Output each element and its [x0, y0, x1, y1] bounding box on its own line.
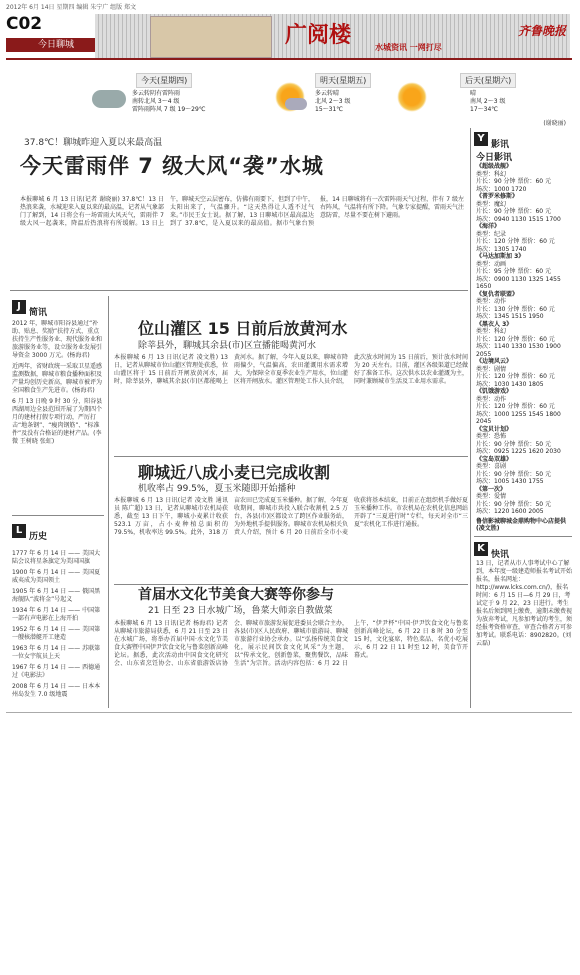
weather-line: 17～34℃ [470, 106, 499, 113]
movie-item [476, 253, 572, 291]
weather-line: 北风 2～3 级 [315, 98, 351, 105]
article2-headline: 位山灌区 15 日前后放黄河水 [138, 319, 348, 338]
movie-name: 《饥饿游戏》 [476, 388, 513, 395]
movie-line: 类型：纪录 [476, 230, 507, 238]
movie-line: 场次：0940 1130 1515 1700 [476, 215, 561, 223]
movie-line: 场次：1345 1515 1950 [476, 313, 544, 320]
history-item: 1777 年 6 月 14 日 —— 美国大陆会议将星条旗定为美国国旗 [12, 550, 101, 565]
history-item: 1963 年 6 月 14 日 —— 苏联第一位女宇航员上天 [12, 645, 101, 660]
movie-line: 场次：0925 1225 1620 2030 [476, 448, 561, 455]
weather-day-title: 后天(星期六) [460, 73, 516, 88]
history-item: 1934 年 6 月 14 日 —— 中国第一部有声电影在上海开拍 [12, 607, 101, 622]
history-item: 1900 年 6 月 14 日 —— 美国夏威夷成为美国领土 [12, 569, 101, 584]
divider [10, 290, 468, 291]
weather-line: 晴 [470, 90, 477, 97]
weather-tomorrow [275, 68, 435, 128]
movies-title: 今日影讯 [476, 153, 513, 163]
masthead-title: 广阅楼 [285, 22, 352, 48]
page-number: C02 [6, 14, 43, 34]
movies-footer: 鲁信影城聊城金鼎购物中心店提供 (凌文胜) [476, 517, 567, 532]
brief-header [12, 300, 48, 318]
movie-line: 片长：120 分钟 票价：60 元 [476, 238, 555, 245]
movie-line: 片长：120 分钟 票价：60 元 [476, 373, 555, 380]
article4-body: 本报聊城 6 月 13 日讯(记者 杨海君) 记者从聊城市旅游局获悉，6 月 21 日至 23 日在水城广场，将举办首届中国·水文化节美食大赛暨中国伊尹饮食文化与鲁菜创新高峰论坛。据悉，此次活动由中国食文化研究会、山东省烹饪协会、山东省旅游饭店协会、聊城市旅游发展促进委员会联合主办，各县(市)区人民政府、聊城市旅游局、聊城市旅游行业协会承办。以“弘扬传统美食文化，展示民间饮食文化风采”为主题，以“传承文化，创新鲁菜，聚焦餐饮，品味生活”为宗旨。活动内容包括：6 月 22 日上午，“伊尹杯”中国·伊尹饮食文化与鲁菜创新高峰论坛，6 月 22 日 8 时 30 分至 15 时，文化宴席，特色菜品、名优小吃展示，6 月 22 日 11 时至 12 时，美食节开幕式。 [114, 620, 468, 667]
article4-headline: 首届水文化节美食大赛等你参与 [138, 587, 334, 603]
movie-line: 类型：动作 [476, 298, 507, 305]
movie-line: 类型：恐怖 [476, 433, 507, 440]
weather-day-after [430, 68, 570, 128]
weather-day-title: 今天(星期四) [136, 73, 192, 88]
movie-item [476, 426, 572, 456]
article3-body: 本报聊城 6 月 13 日讯(记者 凌文胜 通讯员 陈广超) 13 日，记者从聊城市农机局获悉，截至 13 日下午，聊城小麦累计收获 523.1 万亩，占小麦种植总面积的 79.5%，机收率达 99.5%。此外，318 万亩农田已完成夏玉米播种。据了解，今年夏收期间，聊城市共投入联合收割机 2.5 万台，各县(市)区都设立了跨区作业服务站，为外地机手提供服务。聊城市农机局相关负责人介绍，预计 6 月 20 日前后全市小麦收获将基本结束，目前正在组织机手做好夏玉米播种工作。市农机局在农机化信息网站开辟了“三夏进行时”专栏，每天对全市“三夏”农机化工作进行通报。 [114, 497, 469, 536]
movie-line: 场次：1000 1255 1545 1800 2045 [476, 410, 561, 425]
movie-line: 片长：120 分钟 票价：60 元 [476, 335, 555, 343]
column-divider [470, 128, 471, 708]
page-bottom-rule [6, 712, 572, 713]
gate-tower-illustration [150, 16, 272, 58]
history-item: 1967 年 6 月 14 日 —— 西德通过《电影法》 [12, 664, 101, 679]
history-header [12, 524, 48, 542]
page-meta: 2012年 6月 14日 星期四 编辑 朱宁广 组版 郑文 [6, 4, 137, 11]
movie-line: 类型：魔幻 [476, 200, 507, 208]
quick-header [474, 542, 510, 560]
movie-item [476, 291, 572, 321]
brief-list [12, 320, 104, 480]
weather-line: 南转北风 3～4 级 [132, 98, 180, 105]
section-tab: 今日聊城 [6, 38, 106, 52]
brief-label: 简讯 [29, 308, 48, 318]
weather-line: 多云转阴有雷阵雨 [132, 90, 181, 97]
weather-today [100, 68, 260, 128]
movie-line: 场次：1220 1600 2005 [476, 508, 544, 515]
weather-line: 多云转晴 [315, 90, 340, 97]
movie-item [476, 456, 572, 486]
movie-line: 片长：90 分钟 票价：60 元 [476, 178, 551, 185]
masthead [95, 14, 570, 58]
weather-credit: (谢晓丽) [543, 120, 566, 127]
lead-kicker: 37.8℃！聊城昨迎入夏以来最高温 [24, 138, 163, 148]
movies-header [474, 132, 510, 150]
movie-name: 《边境风云》 [476, 358, 513, 365]
paper-logo: 齐鲁晚报 [517, 24, 566, 38]
divider [12, 515, 104, 516]
history-item: 1905 年 6 月 14 日 —— 俄国黑海舰队“波将金”号起义 [12, 588, 101, 603]
movie-line: 场次：1305 1740 [476, 245, 527, 253]
movie-line: 片长：90 分钟 票价：50 元 [476, 470, 551, 478]
sun-icon [397, 82, 427, 112]
divider [114, 456, 468, 457]
brief-item: 近两年，省财政统一采取卫星遥感监测数据，聊城市粮食播种面积及产量均创历史新高，聊城市被评为全国粮食生产先进市。(杨海君) [12, 363, 103, 394]
movie-line: 类型：动作 [476, 395, 507, 403]
movie-line: 场次：1005 1430 1755 [476, 478, 544, 485]
quick-body: 13 日，记者从市人事考试中心了解到，本年度一级建造师报名考试开始报名，报名网址：http://www.lcks.com.cn/)，报名时间：6 月 15 日—6 月 29 日，考试定于 9 月 22、23 日进行。考生报名后须到网上缴费，逾期未缴费视为放弃考试，凡参加考试的考生，须经报考资格审查，审查合格者方可参加考试。联系电话：8902820。(刘云磊) [476, 560, 573, 647]
movie-item [476, 223, 572, 253]
weather-line: 15～31℃ [315, 106, 344, 113]
movie-name: 《第一次》 [476, 485, 507, 493]
weather-strip [100, 68, 570, 128]
movies-letter: Y [474, 132, 488, 146]
movie-line: 片长：120 分钟 票价：60 元 [476, 403, 555, 410]
movie-list [476, 163, 572, 533]
movie-line: 类型：科幻 [476, 328, 507, 335]
column-divider [108, 296, 109, 708]
article3-subhead: 机收率占 99.5%，夏玉米随即开始播种 [138, 484, 296, 494]
lead-body: 本报聊城 6 月 13 日讯(记者 谢晓丽) 37.8℃！13 日热浪来袭，水城迎来入夏以来的最高温，记者从气象部门了解到，14 日将会有一场雷雨大风天气，雷雨伴 7 级大风一起袭来，降温后热浪将有所缓解。13 日上午，聊城天空云层密布，仿佛有雨要下，但到了中午，太阳出来了，气温骤升。“这天热得让人透不过气来。”市民王女士说。据了解，13 日聊城市区最高温达到了 37.8℃，是入夏以来的最高值。据市气象台预报，14 日聊城将有一次雷阵雨天气过程，伴有 7 级左右阵风，气温将有所下降。气象专家提醒，雷雨天气注意防雷，尽量不要在树下避雨。 [20, 196, 465, 227]
movie-line: 场次：1030 1430 1805 [476, 380, 544, 388]
movie-name: 《超级战舰》 [476, 163, 513, 170]
movie-item [476, 193, 572, 223]
movie-name: 《马达加斯加 3》 [476, 253, 525, 260]
movie-item [476, 163, 572, 193]
movie-line: 片长：130 分钟 票价：60 元 [476, 305, 555, 313]
movie-item [476, 358, 572, 388]
movie-line: 场次：1140 1330 1530 1900 2055 [476, 343, 561, 358]
weather-line: 南风 2～3 级 [470, 98, 506, 105]
movie-item [476, 388, 572, 426]
masthead-subtitle: 水城资讯 一网打尽 [375, 43, 442, 52]
movies-label: 影讯 [491, 140, 510, 150]
movie-name: 《海洋》 [476, 223, 501, 230]
cloud-icon [285, 98, 307, 110]
article4-subhead: 21 日至 23 日水城广场，鲁菜大师亲自教做菜 [148, 606, 333, 616]
movie-line: 片长：90 分钟 票价：60 元 [476, 208, 551, 215]
movie-line: 类型：科幻 [476, 170, 507, 178]
article3-headline: 聊城近八成小麦已完成收割 [138, 463, 331, 482]
movie-line: 类型：爱情 [476, 493, 507, 500]
history-label: 历史 [29, 532, 48, 542]
movie-line: 类型：动画 [476, 260, 507, 268]
brief-item: 2012 年，聊城市阳谷县通过“补助、贴息、奖励”扶持方式，重点扶持生产性服务业、现代服务业和旅游服务业等，设立服务业发展引导资金 3000 万元。(杨海君) [12, 320, 103, 359]
weather-day-title: 明天(星期五) [315, 73, 371, 88]
movie-name: 《复仇者联盟》 [476, 290, 519, 298]
quick-label: 快讯 [491, 550, 510, 560]
movie-line: 片长：90 分钟 票价：50 元 [476, 440, 551, 448]
weather-line: 雷阵雨阵风 7 级 19～29℃ [132, 106, 206, 113]
brief-item: 6 月 13 日晚 9 时 30 分，阳谷县西湖周边全县范围开展了为期四个月的建材打假专项行动，严厉打击“地条钢”、“瘦肉钢筋”、“标准件”及没有合格证的建材产品。(李微 王树晓 张虹) [12, 398, 103, 445]
movie-line: 场次：1000 1720 [476, 185, 527, 193]
quick-letter: K [474, 542, 488, 556]
movie-line: 类型：剧情 [476, 365, 507, 373]
movie-line: 片长：95 分钟 票价：60 元 [476, 268, 551, 275]
article2-subhead: 除莘县外，聊城其余县(市)区宣播能喝黄河水 [138, 341, 317, 351]
lead-headline: 今天雷雨伴 7 级大风“袭”水城 [20, 154, 324, 178]
movie-line: 场次：0900 1130 1325 1455 1650 [476, 275, 561, 290]
movie-name: 《黑衣人 3》 [476, 320, 513, 328]
movie-item [476, 321, 572, 359]
movie-line: 类型：喜剧 [476, 463, 507, 470]
history-list [12, 550, 104, 702]
rain-cloud-icon [92, 90, 126, 108]
article2-body: 本报聊城 6 月 13 日讯(记者 凌文胜) 13 日，记者从聊城市位山灌区管理处获悉，位山灌区将于 15 日前后开闸放黄河水，届时，除莘县外，聊城其余县(市)区都能喝上黄河水。据了解，今年入夏以来，聊城市降雨偏少，气温偏高，农田灌溉用水需求增大，为保障全市夏季农业生产用水，位山灌区将开闸放水。灌区管理处工作人员介绍，此次放水时间为 15 日前后，预计放水时间为 20 天左右。目前，灌区各级渠道已经做好了准备工作。这次供水以农业灌溉为主，同时兼顾城市生活及工业用水需求。 [114, 354, 469, 385]
movie-name: 《宝贝计划》 [476, 425, 513, 433]
history-item: 2008 年 6 月 14 日 —— 日本本州岛发生 7.0 级地震 [12, 683, 101, 698]
history-letter: L [12, 524, 26, 538]
brief-letter: J [12, 300, 26, 314]
divider [474, 536, 572, 537]
history-item: 1952 年 6 月 14 日 —— 美国第一艘核潜艇开工建造 [12, 626, 101, 641]
header-divider [6, 58, 572, 60]
movie-name: 《普罗米修斯》 [476, 193, 519, 200]
movie-name: 《宝岛双雄》 [476, 455, 513, 463]
movie-line: 片长：90 分钟 票价：50 元 [476, 500, 551, 508]
movie-item [476, 486, 572, 516]
